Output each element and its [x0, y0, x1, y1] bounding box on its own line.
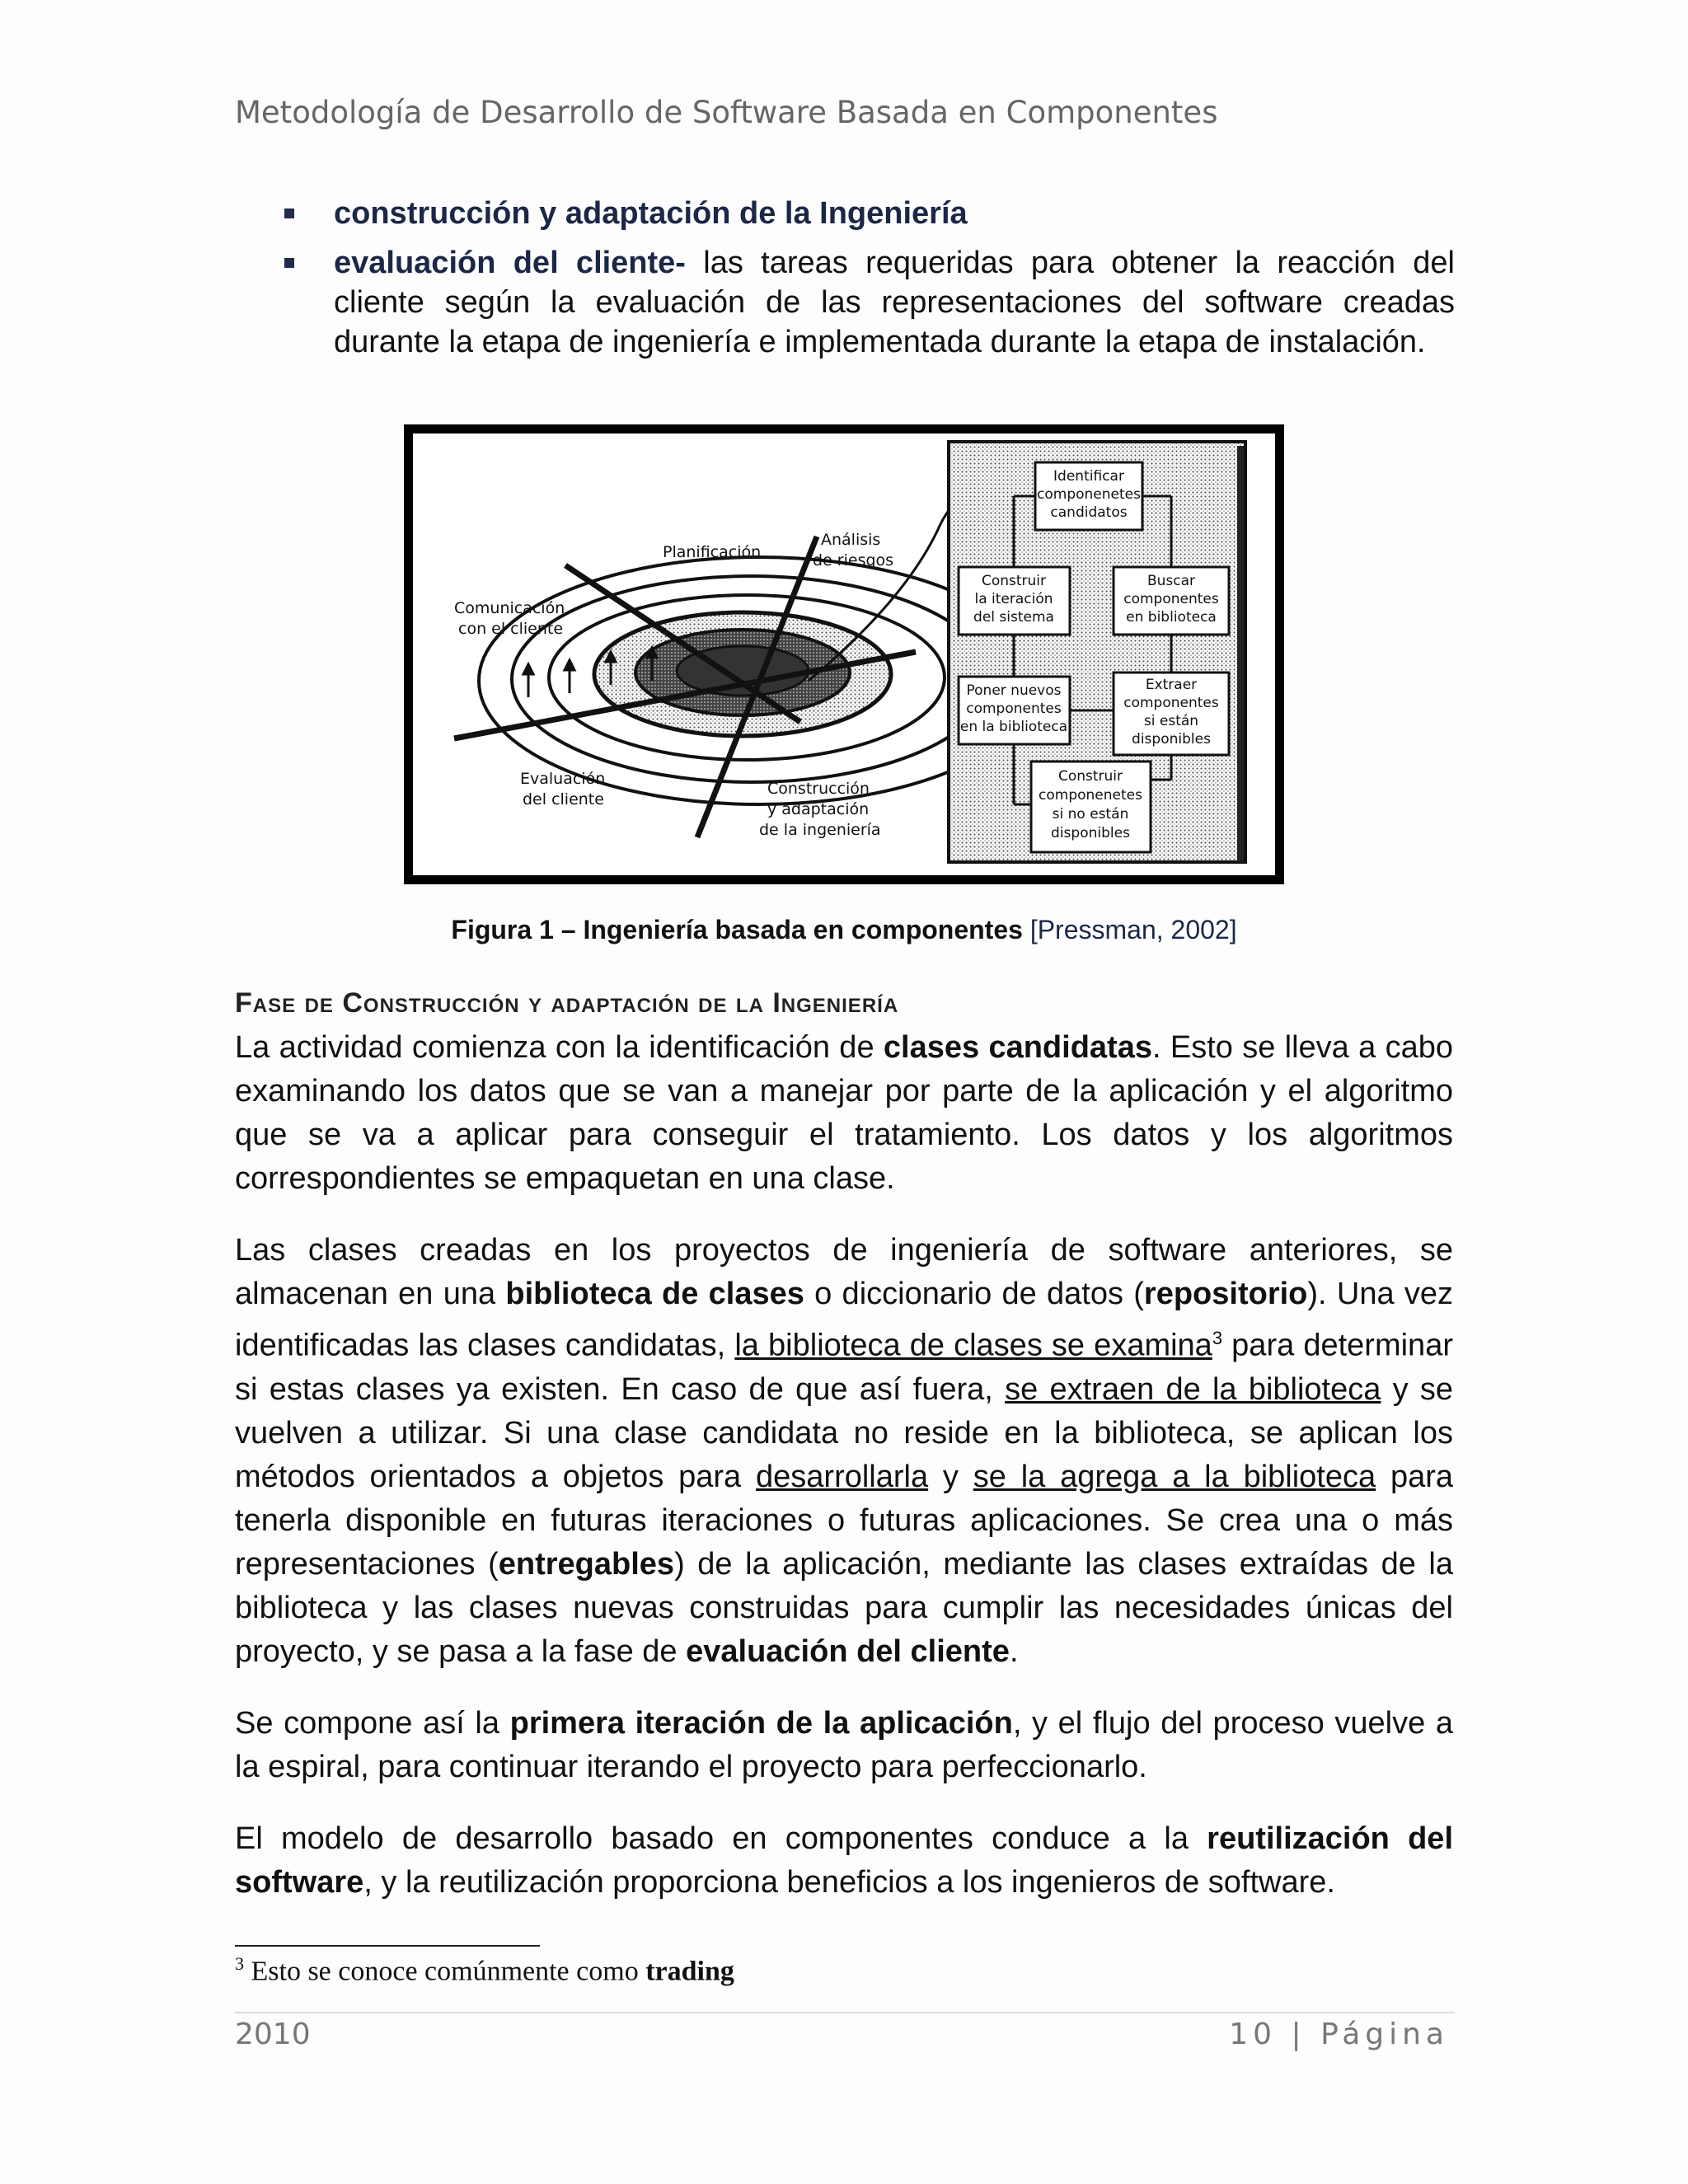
svg-text:componentes: componentes	[1123, 695, 1219, 711]
label-comunicacion: Comunicación	[454, 599, 565, 617]
footer-year: 2010	[235, 2018, 311, 2051]
figure-frame	[404, 424, 1284, 884]
caption-citation: [Pressman, 2002]	[1029, 915, 1237, 944]
svg-text:en la biblioteca: en la biblioteca	[959, 719, 1068, 735]
box-extraer	[1114, 673, 1229, 755]
footnote-number: 3	[235, 1953, 244, 1974]
svg-text:Construir: Construir	[1057, 768, 1123, 785]
square-bullet-icon	[284, 258, 294, 268]
footer-divider	[235, 2012, 1455, 2013]
label-construccion: Construcción	[767, 780, 870, 798]
svg-text:disponibles: disponibles	[1051, 825, 1130, 841]
bullet-bold: evaluación del cliente-	[334, 246, 686, 280]
footnote-divider	[235, 1945, 540, 1947]
label-construccion-ingenieria: de la ingeniería	[759, 821, 881, 839]
bullet-item	[284, 243, 1455, 362]
svg-text:disponibles: disponibles	[1132, 731, 1211, 748]
component-spiral-diagram	[413, 434, 1275, 875]
paragraph: Las clases creadas en los proyectos de ingeniería de software anteriores, se almacenan en una biblioteca de clases o diccionario de datos (repositorio). Una vez identificadas las clases candidatas, la biblioteca de clases se examina$^3$ para determinar si estas clases ya existen. En caso de que así fuera, se extraen de la biblioteca y se vuelven a utilizar. Si una clase candidata no reside en la biblioteca, se aplican los métodos orientados a objetos para desarrollarla y se la agrega a la biblioteca para tenerla disponible en futuras iteraciones o futuras aplicaciones. Se crea una o más representaciones (entregables) de la aplicación, mediante las clases extraídas de la biblioteca y las clases nuevas construidas para cumplir las necesidades únicas del proyecto, y se pasa a la fase de evaluación del cliente.	[235, 1233, 1454, 1669]
box-identificar	[1035, 462, 1142, 530]
svg-text:candidatos: candidatos	[1050, 504, 1128, 521]
label-construccion-adaptacion: y adaptación	[767, 800, 870, 818]
box-construir-componentes	[1031, 762, 1151, 852]
label-evaluacion: Evaluación	[520, 770, 606, 788]
label-analisis: Análisis	[821, 531, 881, 549]
svg-text:componenetes: componenetes	[1039, 787, 1142, 804]
svg-text:la iteración: la iteración	[974, 591, 1053, 607]
svg-text:Identificar: Identificar	[1053, 468, 1124, 485]
svg-text:componenetes: componenetes	[1037, 486, 1141, 503]
paragraph: El modelo de desarrollo basado en componentes conduce a la reutilización del software, y la reutilización proporciona beneficios a los ingenieros de software.	[235, 1821, 1454, 1900]
svg-text:en biblioteca: en biblioteca	[1126, 609, 1217, 626]
square-bullet-icon	[284, 209, 294, 218]
body-text	[235, 1026, 1453, 1933]
svg-text:Buscar: Buscar	[1146, 573, 1196, 589]
paragraph: Se compone así la primera iteración de la aplicación, y el flujo del proceso vuelve a la espiral, para continuar iterando el proyecto para perfeccionarlo.	[235, 1705, 1453, 1784]
label-planificacion: Planificación	[663, 543, 762, 561]
svg-text:del sistema: del sistema	[973, 609, 1054, 626]
label-analisis-riesgos: de riesgos	[813, 551, 894, 569]
footnote: $^3$ Esto se conoce comúnmente como trading	[235, 1953, 734, 1987]
bullet-list	[284, 194, 1455, 372]
svg-text:Extraer: Extraer	[1145, 677, 1198, 693]
bullet-item	[284, 194, 1455, 233]
section-title: Fase de Construcción y adaptación de la Ingeniería	[235, 987, 899, 1019]
box-construir-iteracion	[959, 567, 1070, 635]
svg-text:si no están: si no están	[1052, 806, 1129, 823]
page-header: Metodología de Desarrollo de Software Basada en Componentes	[235, 95, 1218, 130]
label-evaluacion-cliente: del cliente	[523, 790, 604, 808]
label-comunicacion-cliente: con el cliente	[458, 620, 564, 638]
bullet-text: las tareas requeridas para obtener la reacción del cliente según la evaluación de las representaciones del software creadas durante la etapa de ingeniería e implementada durante la etapa de instalación.	[334, 246, 1455, 359]
svg-text:componentes: componentes	[1123, 591, 1219, 607]
figure-caption	[0, 915, 1688, 945]
svg-text:Construir: Construir	[981, 573, 1047, 589]
figure-canvas	[413, 434, 1275, 875]
box-poner-nuevos	[959, 677, 1070, 744]
box-buscar	[1114, 567, 1229, 635]
paragraph: La actividad comienza con la identificación de clases candidatas. Esto se lleva a cabo examinando los datos que se van a manejar por parte de la aplicación y el algoritmo que se va a aplicar para conseguir el tratamiento. Los datos y los algoritmos correspondientes se empaquetan en una clase.	[235, 1030, 1453, 1196]
footnote-ref: 3	[1212, 1328, 1223, 1348]
bullet-bold: construcción y adaptación de la Ingeniería	[334, 196, 968, 231]
svg-text:si están: si están	[1143, 713, 1199, 729]
svg-text:componentes: componentes	[966, 701, 1062, 717]
footer-page-number: 10 | Página	[1229, 2018, 1449, 2051]
caption-label: Figura 1 – Ingeniería basada en componentes	[451, 915, 1023, 944]
svg-text:Poner nuevos: Poner nuevos	[966, 682, 1062, 699]
